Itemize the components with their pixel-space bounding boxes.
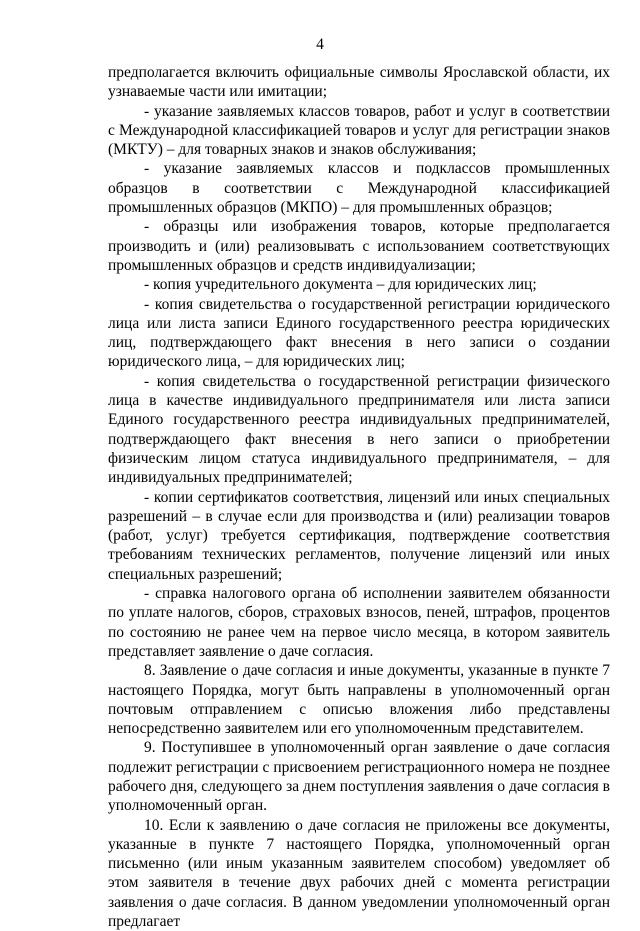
list-item-certificates: - копии сертификатов соответствия, лицензий или иных специальных разрешений – в случае если для производства и (или) реализации товаров (работ, услуг) требуется сертификация, подтверждение соответствия требованиям технических регламентов, получение лицензий или иных специальных разрешений; bbox=[108, 488, 610, 583]
list-item-charter-copy: - копия учредительного документа – для юридических лиц; bbox=[144, 276, 537, 294]
list-item-samples: - образцы или изображения товаров, которые предполагается производить и (или) реализовывать с использованием соответствующих промышленных образцов и средств индивидуализации; bbox=[108, 218, 610, 274]
paragraph-8: 8. Заявление о даче согласия и иные документы, указанные в пункте 7 настоящего Порядка, могут быть направлены в уполномоченный орган почтовым отправлением с описью вложения либо представлены непосредственно заявителем или его уполномоченным представителем. bbox=[108, 662, 610, 738]
list-item-tax-certificate: - справка налогового органа об исполнении заявителем обязанности по уплате налогов, сборов, страховых взносов, пеней, штрафов, процентов по состоянию не ранее чем на первое число месяца, в котором заявитель представляет заявление о даче согласия. bbox=[108, 585, 610, 660]
paragraph-9: 9. Поступившее в уполномоченный орган заявление о даче согласия подлежит регистрации с присвоением регистрационного номера не позднее рабочего дня, следующего за днем поступления заявления о даче согласия в уполномоченный орган. bbox=[108, 739, 610, 815]
page-number: 4 bbox=[316, 36, 324, 53]
list-item-entrepreneur-registration: - копия свидетельства о государственной регистрации физического лица в качестве индивидуального предпринимателя или листа записи Единого государственного реестра индивидуальных предпринимателей, подтверждающего факт внесения в него записи о приобретении физическим лицом статуса индивидуального предпринимателя, – для индивидуальных предпринимателей; bbox=[108, 372, 610, 487]
document-body bbox=[108, 63, 610, 931]
paragraph-10: 10. Если к заявлению о даче согласия не приложены все документы, указанные в пункте 7 настоящего Порядка, уполномоченный орган письменно (или иным указанным заявителем способом) уведомляет об этом заявителя в течение двух рабочих дней с момента регистрации заявления о даче согласия. В данном уведомлении уполномоченный орган предлагает bbox=[108, 816, 610, 931]
paragraph-continuation: предполагается включить официальные символы Ярославской области, их узнаваемые части или имитации; bbox=[108, 64, 610, 101]
list-item-mktu: - указание заявляемых классов товаров, работ и услуг в соответствии с Международной классификацией товаров и услуг для регистрации знаков (МКТУ) – для товарных знаков и знаков обслуживания; bbox=[108, 102, 610, 159]
list-item-mkpo: - указание заявляемых классов и подклассов промышленных образцов в соответствии с Международной классификацией промышленных образцов (МКПО) – для промышленных образцов; bbox=[108, 160, 610, 217]
list-item-legal-entity-registration: - копия свидетельства о государственной регистрации юридического лица или листа записи Единого государственного реестра юридических лиц, подтверждающего факт внесения в него записи о создании юридического лица, – для юридических лиц; bbox=[108, 295, 610, 371]
